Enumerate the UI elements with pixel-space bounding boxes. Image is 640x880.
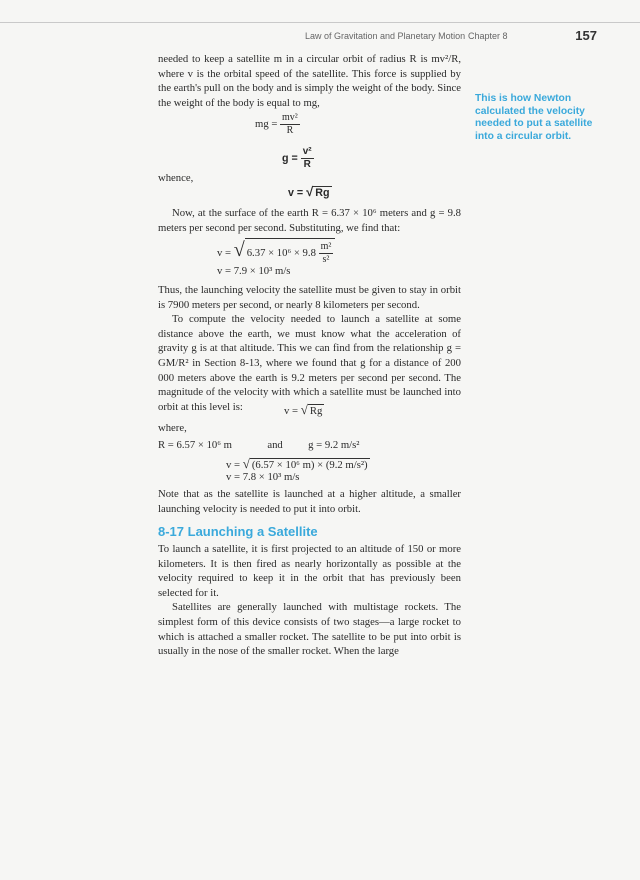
label-where: where, — [158, 422, 187, 434]
paragraph-launching — [158, 542, 461, 659]
numerator: m² — [320, 241, 332, 253]
chapter-label: Chapter 8 — [468, 31, 508, 41]
top-rule — [0, 22, 640, 23]
paragraph-text: Thus, the launching velocity the satellite must be given to stay in orbit is 7900 meters per second, or nearly 8 kilometers per second. — [158, 284, 461, 311]
paragraph-text: To launch a satellite, it is first projected to an altitude of 150 or more kilometers. It is then fired as nearly horizontally as possible at the velocity required to keep it in the orbit that has previously been selected for it. — [158, 543, 461, 599]
page-header — [305, 30, 597, 46]
units-fraction — [319, 241, 334, 266]
equation-lhs: v = — [226, 459, 241, 471]
radical-icon: √ — [306, 184, 314, 199]
radicand-value: 6.37 × 10⁶ × 9.8 — [246, 247, 316, 259]
equation-v-sqrt — [288, 184, 332, 200]
equation-v-substituted-2 — [226, 456, 370, 472]
value-and: and — [267, 439, 283, 451]
paragraph-note — [158, 487, 461, 516]
paragraph-text: Satellites are generally launched with multistage rockets. The simplest form of this device consists of two stages—a large rocket to which is attached a smaller rocket. The satellite to be put into orbit is usually in the nose of the smaller rocket. When the large — [158, 601, 461, 658]
equation-v-result: v = 7.9 × 10³ m/s — [217, 265, 291, 277]
equation-lhs: v = — [288, 187, 304, 199]
equation-g — [282, 146, 314, 171]
equation-lhs: mg = — [255, 117, 278, 130]
margin-note: This is how Newton calculated the velocity needed to put a satellite into a circular orbit. — [475, 93, 593, 142]
paragraph-text: Now, at the surface of the earth R = 6.37 × 10⁶ meters and g = 9.8 meters per second per second. Substituting, we find that: — [158, 207, 461, 234]
equation-values — [158, 439, 461, 451]
paragraph-surface — [158, 206, 461, 235]
label-whence: whence, — [158, 172, 194, 184]
denominator: s² — [322, 254, 330, 266]
equation-v-result-2: v = 7.8 × 10³ m/s — [226, 471, 300, 483]
numerator: mv² — [282, 112, 298, 123]
denominator: R — [286, 125, 294, 136]
fraction — [301, 146, 314, 171]
paragraph-text: needed to keep a satellite m in a circular orbit of radius R is mv²/R, where v is the orbital speed of the satellite. This force is supplied by the earth's pull on the body and is simply the weight of the body. Since the weight of the body is equal to mg, — [158, 53, 461, 109]
value-R: R = 6.57 × 10⁶ m — [158, 439, 232, 451]
radicand: (6.57 × 10⁶ m) × (9.2 m/s²) — [251, 459, 368, 471]
value-g: g = 9.2 m/s² — [308, 439, 360, 451]
radicand: Rg — [309, 405, 323, 417]
equation-v-sqrt-2 — [284, 402, 324, 418]
section-heading: 8-17 Launching a Satellite — [158, 524, 318, 539]
radical-icon: √ — [242, 456, 250, 471]
radicand — [245, 238, 336, 267]
numerator: v² — [302, 146, 312, 157]
radical-icon: √ — [300, 402, 308, 417]
paragraph-launch-velocity — [158, 283, 461, 414]
radical-icon: √ — [233, 239, 245, 261]
radicand: Rg — [315, 187, 330, 199]
paragraph-text: To compute the velocity needed to launch a satellite at some distance above the earth, we must know what the acceleration of gravity g is at that altitude. This we can find from the relationship g = GM/R² in Section 8-13, where we found that g for a distance of 200 000 meters above the earth is 9.2 meters per second per second. The magnitude of the velocity with which a satellite must be launched into orbit at this level is: — [158, 313, 461, 413]
equation-lhs: v = — [284, 405, 299, 417]
page-number: 157 — [575, 28, 597, 43]
equation-lhs: v = — [217, 247, 232, 259]
equation-lhs: g = — [282, 152, 298, 165]
equation-v-substituted — [217, 238, 335, 267]
fraction — [280, 112, 300, 137]
running-title: Law of Gravitation and Planetary Motion — [305, 31, 466, 41]
paragraph-text: Note that as the satellite is launched at a higher altitude, a smaller launching velocity is needed to put it into orbit. — [158, 488, 461, 515]
paragraph-intro — [158, 52, 461, 110]
equation-mg — [255, 112, 300, 137]
denominator: R — [303, 159, 311, 170]
